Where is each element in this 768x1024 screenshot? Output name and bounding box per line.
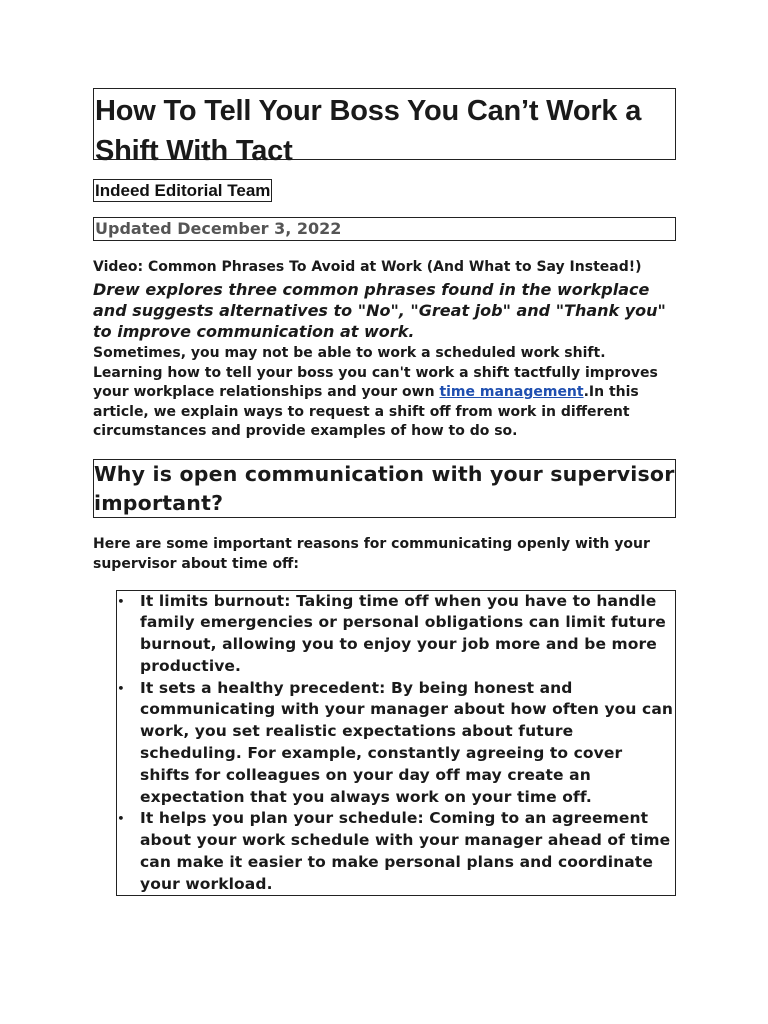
bullet-icon: • — [117, 812, 125, 826]
intro-paragraph — [93, 344, 676, 442]
updated-date: Updated December 3, 2022 — [95, 219, 342, 238]
intro-text-before: Sometimes, you may not be able to work a scheduled work shift. Learning how to tell your boss you can't work a shift tactfully improves your workplace relationships and your own — [93, 345, 658, 400]
video-title: Video: Common Phrases To Avoid at Work (And What to Say Instead!) — [93, 259, 642, 275]
list-item — [117, 678, 675, 809]
author-box — [93, 179, 272, 202]
updated-box — [93, 217, 676, 241]
article — [93, 88, 676, 896]
list-item-text: It helps you plan your schedule: Coming to an agreement about your work schedule with your manager ahead of time can make it easier to make personal plans and coordinate your workload. — [140, 809, 671, 893]
list-item — [117, 808, 675, 895]
author-name: Indeed Editorial Team — [95, 181, 271, 200]
list-item-text: It limits burnout: Taking time off when you have to handle family emergencies or personal obligations can limit future burnout, allowing you to enjoy your job more and be more productive. — [140, 591, 666, 675]
time-management-link[interactable]: time management — [439, 384, 584, 400]
title-box — [93, 88, 676, 167]
list-item-text: It sets a healthy precedent: By being honest and communicating with your manager about how often you can work, you set realistic expectations about future scheduling. For example, constantly agreeing to cover shifts for colleagues on your day off may create an expectation that you always work on your time off. — [140, 678, 674, 806]
reasons-list — [117, 591, 675, 896]
reasons-intro: Here are some important reasons for communicating openly with your supervisor about time off: — [93, 535, 650, 572]
intro-text-after: .In this article, we explain ways to request a shift off from work in different circumstances and provide examples of how to do so. — [93, 384, 639, 439]
section-heading-box — [93, 459, 676, 518]
bullet-icon: • — [117, 594, 125, 608]
page-title: How To Tell Your Boss You Can’t Work a Shift With Tact — [95, 95, 642, 167]
video-description: Drew explores three common phrases found in the workplace and suggests alternatives to "No", "Great job" and "Thank you" to improve communication at work. — [93, 280, 666, 341]
reasons-list-box — [116, 590, 676, 896]
list-item — [117, 591, 675, 678]
bullet-icon: • — [117, 681, 125, 695]
section-heading: Why is open communication with your supervisor important? — [94, 461, 675, 515]
